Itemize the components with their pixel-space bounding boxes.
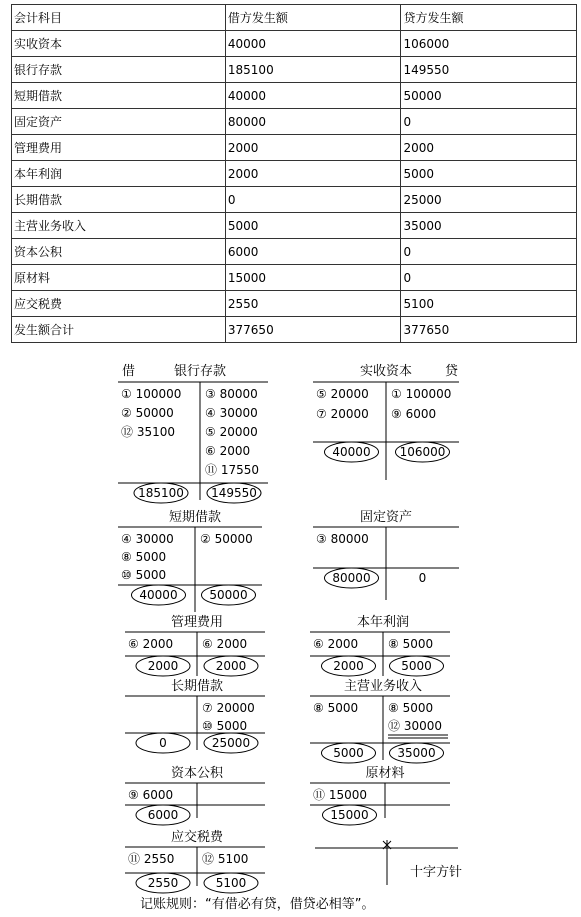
debit-entry: ⑧ 5000 bbox=[313, 701, 359, 715]
debit-total: 2000 bbox=[333, 659, 364, 673]
credit-entry: ⑧ 5000 bbox=[388, 637, 434, 651]
table-cell: 2000 bbox=[225, 161, 401, 187]
column-header: 贷方发生额 bbox=[401, 5, 577, 31]
debit-entry: ⑫ 35100 bbox=[121, 425, 175, 439]
debit-entry: ④ 30000 bbox=[121, 532, 174, 546]
credit-total: 106000 bbox=[399, 445, 446, 459]
table-cell: 0 bbox=[401, 239, 577, 265]
table-cell: 50000 bbox=[401, 83, 577, 109]
credit-total: 2000 bbox=[215, 659, 247, 673]
credit-entry: ⑪ 17550 bbox=[205, 463, 259, 477]
table-cell: 原材料 bbox=[12, 265, 226, 291]
credit-entry: ⑥ 2000 bbox=[202, 637, 248, 651]
table-cell: 银行存款 bbox=[12, 57, 226, 83]
credit-total: 5100 bbox=[215, 876, 247, 890]
table-cell: 短期借款 bbox=[12, 83, 226, 109]
table-cell: 固定资产 bbox=[12, 109, 226, 135]
account-title: 本年利润 bbox=[356, 615, 410, 630]
debit-entry: ⑦ 20000 bbox=[316, 407, 369, 421]
credit-side-label: 贷 bbox=[445, 364, 459, 379]
account-title: 管理费用 bbox=[170, 615, 224, 630]
table-cell: 0 bbox=[401, 109, 577, 135]
debit-entry: ③ 80000 bbox=[316, 532, 369, 546]
table-cell: 377650 bbox=[401, 317, 577, 343]
account-title: 短期借款 bbox=[168, 510, 222, 525]
credit-entry: ⑩ 5000 bbox=[202, 719, 248, 733]
credit-entry: ① 100000 bbox=[391, 387, 452, 401]
debit-entry: ⑩ 5000 bbox=[121, 568, 167, 582]
table-cell: 0 bbox=[401, 265, 577, 291]
account-title: 实收资本 bbox=[359, 364, 413, 379]
credit-total: 149550 bbox=[211, 486, 257, 500]
table-cell: 应交税费 bbox=[12, 291, 226, 317]
credit-entry: ③ 80000 bbox=[205, 387, 258, 401]
debit-entry: ⑤ 20000 bbox=[316, 387, 369, 401]
column-header: 借方发生额 bbox=[225, 5, 401, 31]
cross-label: 十字方针 bbox=[410, 865, 463, 880]
debit-total: 185100 bbox=[138, 486, 184, 500]
debit-entry: ⑧ 5000 bbox=[121, 550, 167, 564]
debit-total: 80000 bbox=[332, 571, 371, 585]
account-title: 长期借款 bbox=[170, 679, 224, 694]
table-cell: 106000 bbox=[401, 31, 577, 57]
table-cell: 5000 bbox=[225, 213, 401, 239]
credit-entry: ⑦ 20000 bbox=[202, 701, 255, 715]
credit-entry: ⑧ 5000 bbox=[388, 701, 434, 715]
table-cell: 185100 bbox=[225, 57, 401, 83]
debit-entry: ⑥ 2000 bbox=[313, 637, 359, 651]
table-cell: 25000 bbox=[401, 187, 577, 213]
column-header: 会计科目 bbox=[12, 5, 226, 31]
debit-entry: ⑥ 2000 bbox=[128, 637, 174, 651]
table-cell: 2000 bbox=[225, 135, 401, 161]
table-cell: 0 bbox=[225, 187, 401, 213]
account-title: 应交税费 bbox=[170, 830, 224, 845]
table-cell: 35000 bbox=[401, 213, 577, 239]
table-cell: 主营业务收入 bbox=[12, 213, 226, 239]
table-cell: 40000 bbox=[225, 83, 401, 109]
debit-entry: ① 100000 bbox=[121, 387, 182, 401]
table-cell: 发生额合计 bbox=[12, 317, 226, 343]
debit-total: 15000 bbox=[330, 808, 369, 822]
credit-entry: ② 50000 bbox=[200, 532, 253, 546]
credit-total: 35000 bbox=[397, 746, 436, 760]
debit-total: 40000 bbox=[139, 588, 178, 602]
debit-total: 2000 bbox=[147, 659, 179, 673]
credit-entry: ⑥ 2000 bbox=[205, 444, 251, 458]
table-cell: 资本公积 bbox=[12, 239, 226, 265]
credit-entry: ⑨ 6000 bbox=[391, 407, 437, 421]
debit-entry: ⑪ 15000 bbox=[313, 788, 367, 802]
table-cell: 管理费用 bbox=[12, 135, 226, 161]
table-cell: 2000 bbox=[401, 135, 577, 161]
credit-total: 5000 bbox=[401, 659, 432, 673]
debit-side-label: 借 bbox=[122, 364, 136, 379]
table-cell: 实收资本 bbox=[12, 31, 226, 57]
account-title: 银行存款 bbox=[173, 364, 227, 379]
credit-entry: ⑫ 30000 bbox=[388, 719, 442, 733]
table-cell: 长期借款 bbox=[12, 187, 226, 213]
account-title: 主营业务收入 bbox=[343, 679, 423, 694]
account-title: 资本公积 bbox=[170, 766, 224, 781]
table-cell: 40000 bbox=[225, 31, 401, 57]
debit-entry: ② 50000 bbox=[121, 406, 174, 420]
table-cell: 149550 bbox=[401, 57, 577, 83]
table-cell: 2550 bbox=[225, 291, 401, 317]
debit-total: 5000 bbox=[333, 746, 364, 760]
account-title: 原材料 bbox=[365, 766, 405, 781]
credit-total: 25000 bbox=[211, 736, 251, 750]
debit-total: 6000 bbox=[147, 808, 179, 822]
table-cell: 6000 bbox=[225, 239, 401, 265]
credit-entry: ④ 30000 bbox=[205, 406, 258, 420]
table-cell: 本年利润 bbox=[12, 161, 226, 187]
debit-entry: ⑪ 2550 bbox=[128, 852, 175, 866]
credit-entry: ⑫ 5100 bbox=[202, 852, 249, 866]
table-cell: 377650 bbox=[225, 317, 401, 343]
debit-total: 2550 bbox=[147, 876, 179, 890]
table-cell: 80000 bbox=[225, 109, 401, 135]
debit-total: 40000 bbox=[332, 445, 371, 459]
credit-total: 0 bbox=[418, 571, 427, 585]
debit-entry: ⑨ 6000 bbox=[128, 788, 174, 802]
debit-total: 0 bbox=[159, 736, 167, 750]
account-title: 固定资产 bbox=[359, 510, 413, 525]
credit-entry: ⑤ 20000 bbox=[205, 425, 258, 439]
credit-total: 50000 bbox=[209, 588, 248, 602]
table-cell: 5000 bbox=[401, 161, 577, 187]
bookkeeping-rule: 记账规则：“有借必有贷，借贷必相等”。 bbox=[140, 897, 375, 912]
table-cell: 15000 bbox=[225, 265, 401, 291]
table-cell: 5100 bbox=[401, 291, 577, 317]
